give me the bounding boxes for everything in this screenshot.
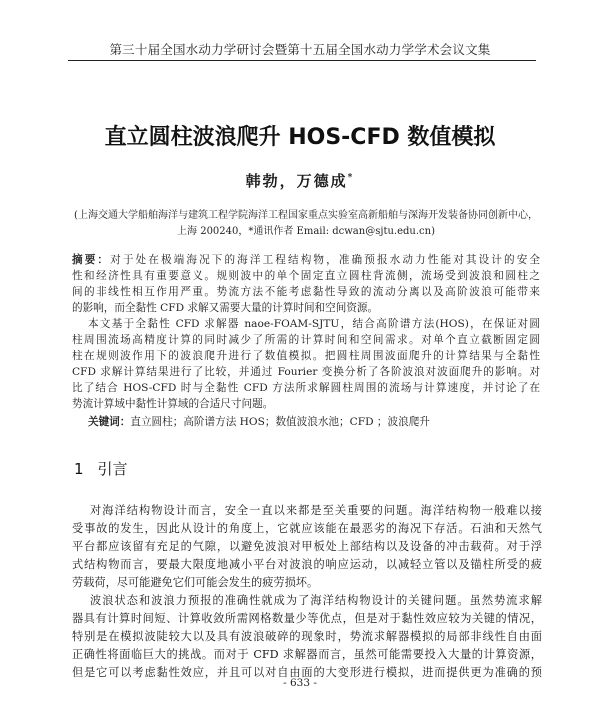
affiliation-line-2: 上海 200240，*通讯作者 Email: dcwan@sjtu.edu.cn) xyxy=(177,226,435,237)
abstract-line: 势流计算域中黏性计算域的合适尺寸问题。 xyxy=(72,398,274,410)
abstract-line: 柱在规则波作用下的波浪爬升进行了数值模拟。把圆柱周围波面爬升的计算结果与全黏性 xyxy=(72,350,540,362)
affiliation-line-1: (上海交通大学船舶海洋与建筑工程学院海洋工程国家重点实验室高新船舶与深海开发装备协同创新中心， xyxy=(74,210,538,221)
paper-title: 直立圆柱波浪爬升 HOS-CFD 数值模拟 xyxy=(104,125,496,150)
abstract-line: 柱周围流场高精度计算的同时减少了所需的计算时间和空间需求。对单个直立截断固定圆 xyxy=(72,334,540,346)
abstract-line: 本文基于全黏性 CFD 求解器 naoe-FOAM-SJTU，结合高阶谱方法(HOS)，在保证对圆 xyxy=(88,318,540,330)
keywords-label: 关键词： xyxy=(88,416,131,428)
keywords-text: 直立圆柱；高阶谱方法 HOS；数值波浪水池；CFD ；波浪爬升 xyxy=(130,416,430,428)
section-heading xyxy=(74,458,128,479)
header-rule xyxy=(68,60,536,61)
abstract-line: 的影响，而全黏性 CFD 求解又需要大量的计算时间和空间资源。 xyxy=(72,302,379,314)
intro-line: 平台都应该留有充足的气隙，以避免波浪对甲板处上部结构以及设备的冲击载荷。对于浮 xyxy=(72,540,542,553)
intro-line: 式结构物而言，要最大限度地减小平台对波浪的响应运动，以减轻立管以及锚柱所受的疲 xyxy=(72,558,542,571)
section-title: 引言 xyxy=(97,460,128,478)
intro-line: 受事故的发生，因此从设计的角度上，它就应该能在最恶劣的海况下存活。石油和天然气 xyxy=(72,522,542,535)
authors xyxy=(0,170,600,191)
abstract-line: 性和经济性具有重要意义。规则波中的单个固定直立圆柱背流侧，流场受到波浪和圆柱之 xyxy=(72,270,540,282)
intro-line: 正确性将面临巨大的挑战。而对于 CFD 求解器而言，虽然可能需要投入大量的计算资源， xyxy=(72,648,542,661)
abstract-line: 间的非线性相互作用严重。势流方法不能考虑黏性导致的流动分离以及高阶波浪可能带来 xyxy=(72,286,540,298)
intro-line: 但是它可以考虑黏性效应，并且可以对自由面的大变形进行模拟，进而提供更为准确的预 xyxy=(72,666,542,679)
abstract-line xyxy=(72,252,540,267)
corresponding-mark: * xyxy=(347,173,355,183)
abstract-line: CFD 求解计算结果进行了比较，并通过 Fourier 变换分析了各阶波浪对波面爬升的影响。对 xyxy=(72,366,540,378)
running-header: 第三十届全国水动力学研讨会暨第十五届全国水动力学学术会议文集 xyxy=(109,42,491,57)
abstract-line: 比了结合 HOS-CFD 时与全黏性 CFD 方法所求解圆柱周围的流场与计算速度，并讨论了在 xyxy=(72,382,540,394)
section-number: 1 xyxy=(74,460,84,478)
keywords xyxy=(88,414,540,429)
intro-line: 器具有计算时间短、计算收敛所需网格数量少等优点，但是对于黏性效应较为关键的情况， xyxy=(72,612,542,625)
page-number: - 633 - xyxy=(283,677,317,689)
intro-line: 特别是在模拟波陡较大以及具有波浪破碎的现象时，势流求解器模拟的局部非线性自由面 xyxy=(72,630,542,643)
intro-line: 对海洋结构物设计而言，安全一直以来都是至关重要的问题。海洋结构物一般难以接 xyxy=(90,504,542,517)
abstract-label: 摘要： xyxy=(72,254,111,266)
author-names: 韩勃，万德成 xyxy=(245,172,348,190)
intro-line: 波浪状态和波浪力预报的准确性就成为了海洋结构物设计的关键问题。虽然势流求解 xyxy=(90,594,542,607)
abstract-text: 对于处在极端海况下的海洋工程结构物，准确预报水动力性能对其设计的安全 xyxy=(110,254,541,266)
intro-line: 劳载荷，尽可能避免它们可能会发生的疲劳损坏。 xyxy=(72,576,319,589)
